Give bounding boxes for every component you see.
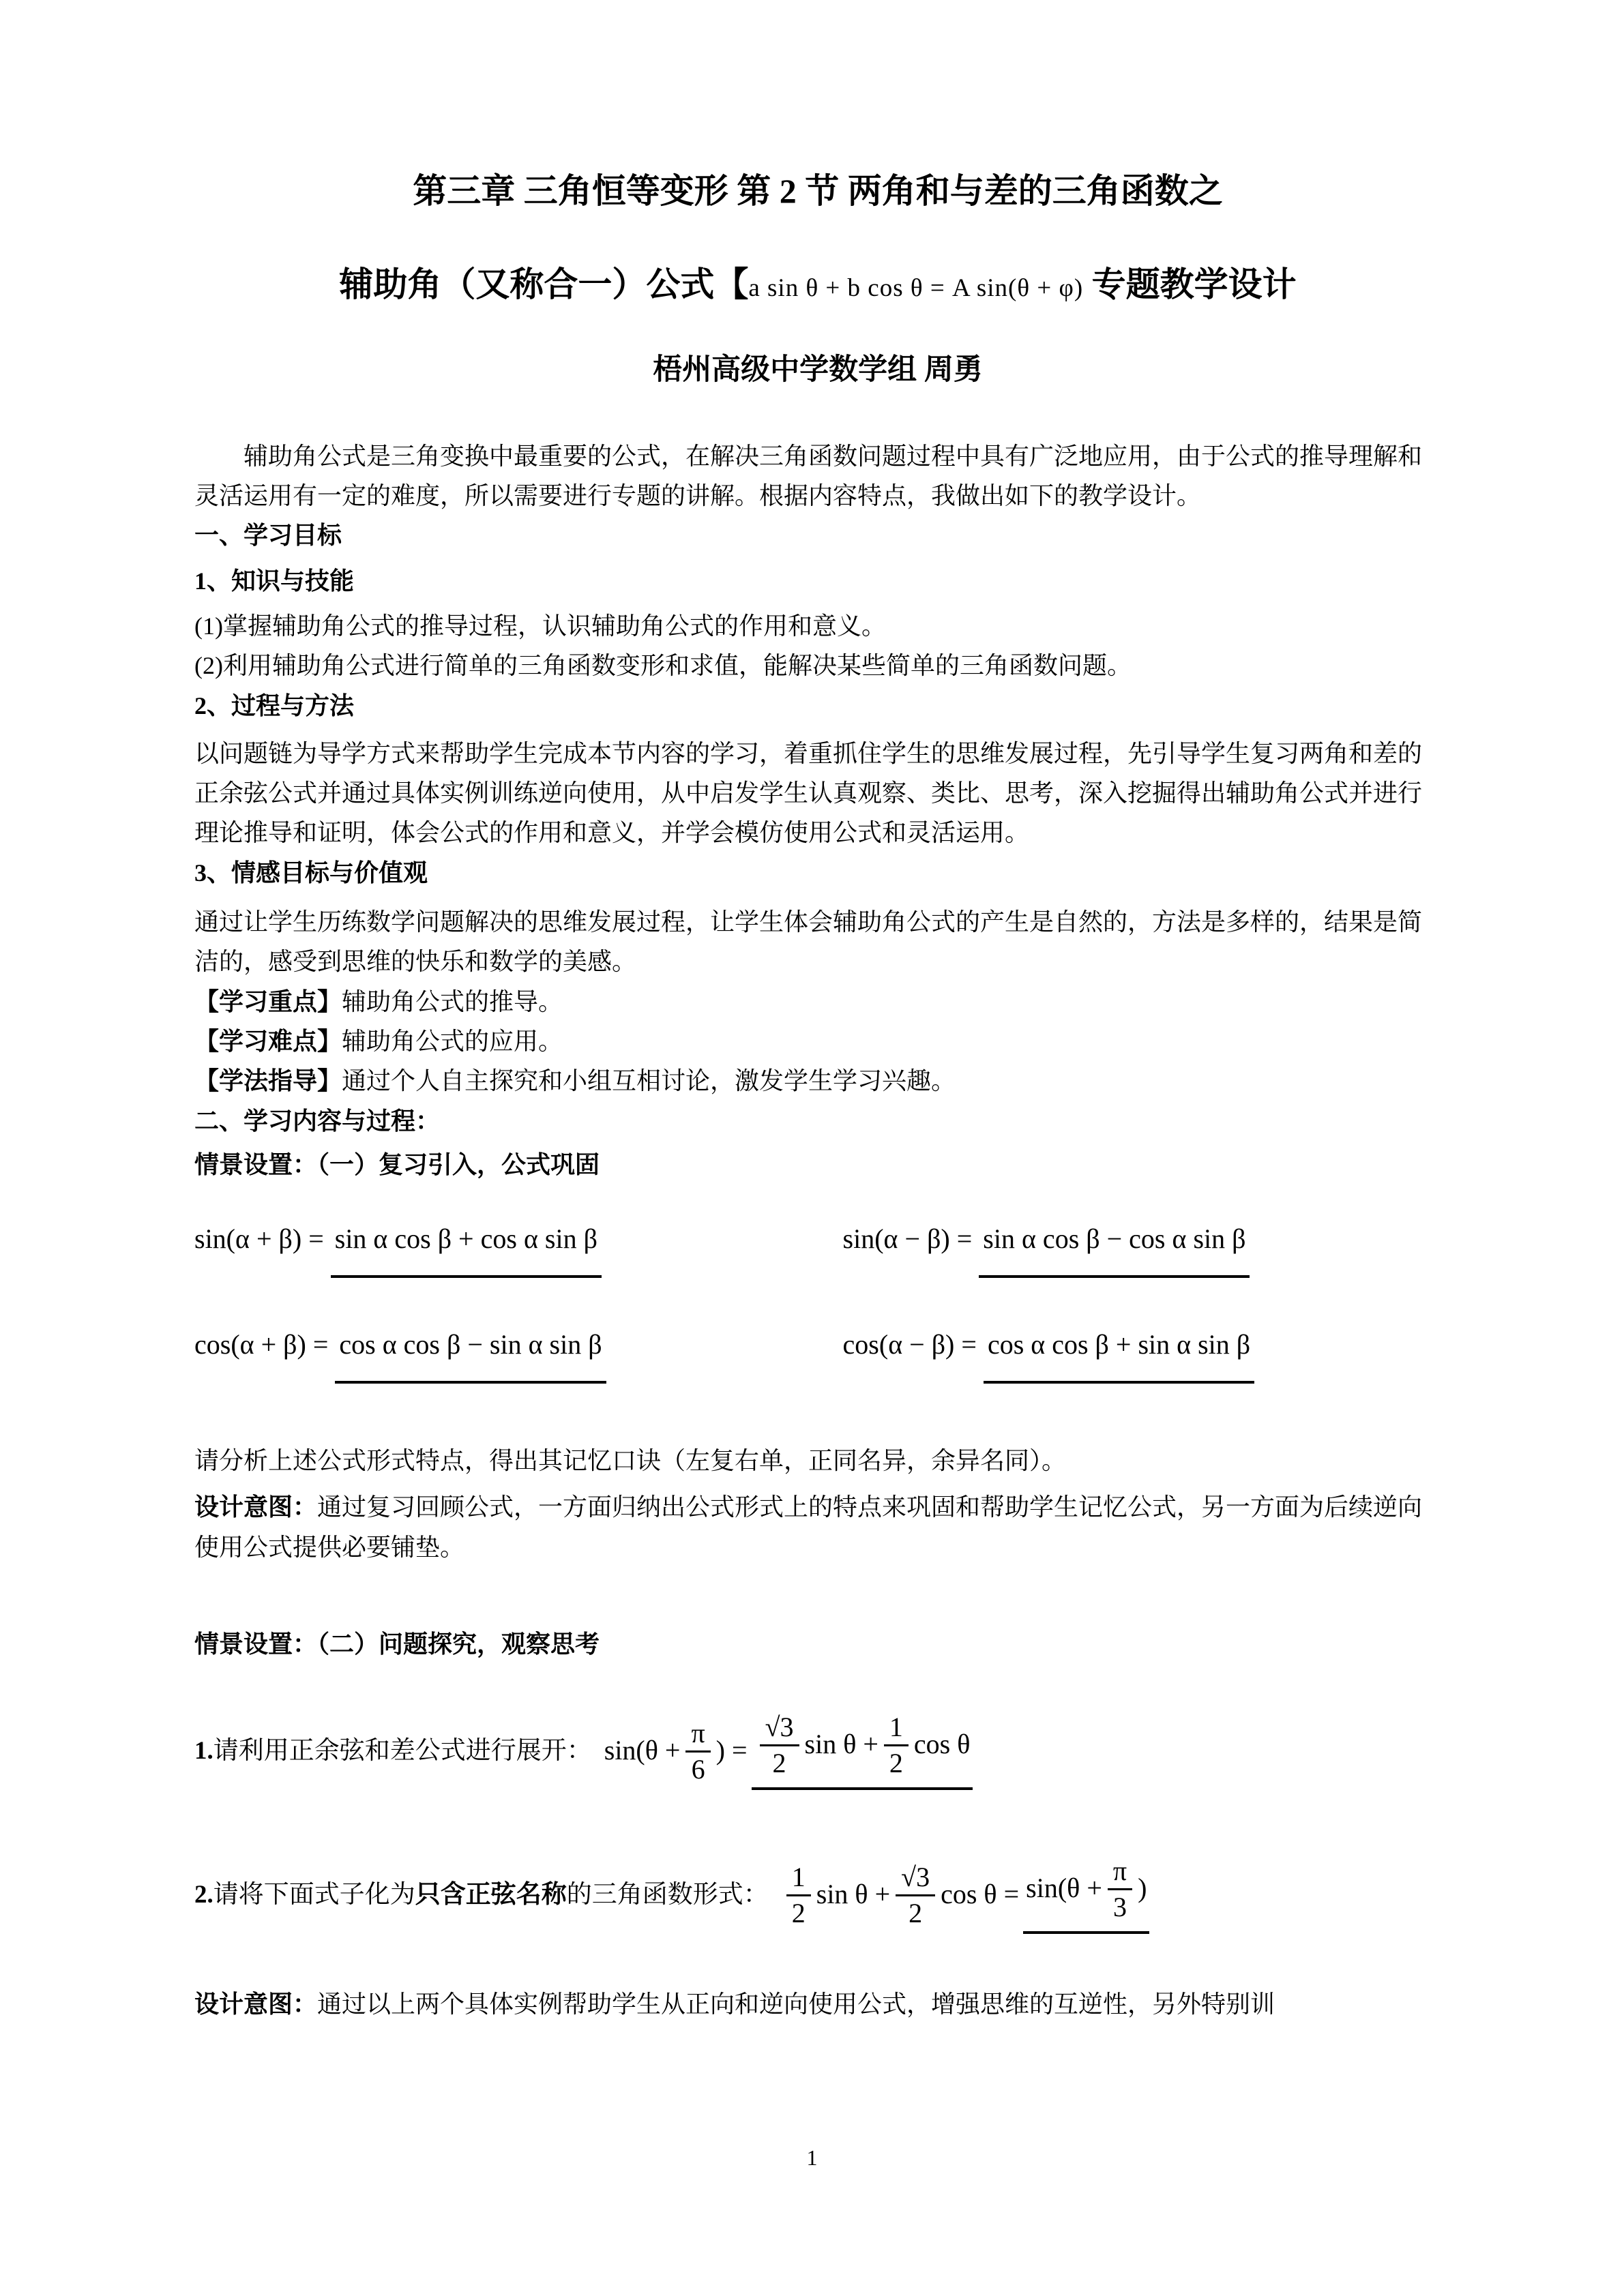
formula-sin-sum-rhs: sin α cos β + cos α sin β (331, 1217, 602, 1278)
problem-1-ans-frac1 (760, 1712, 799, 1778)
problem-2-number: 2. (194, 1880, 213, 1909)
frac-numerator: 1 (884, 1712, 909, 1746)
highlight-difficult-point (194, 1022, 1441, 1061)
highlight-method-point (194, 1061, 1441, 1101)
problem-1-lhs-frac (685, 1718, 710, 1784)
intro-paragraph: 辅助角公式是三角变换中最重要的公式，在解决三角函数问题过程中具有广泛地应用，由于公式的推导理解和灵活运用有一定的难度，所以需要进行专题的讲解。根据内容特点，我做出如下的教学设计。 (194, 442, 1423, 509)
objectives-emotion-heading: 3、情感目标与价值观 (194, 859, 428, 886)
formula-sin-diff (843, 1217, 1441, 1278)
objectives-emotion-text: 通过让学生历练数学问题解决的思维发展过程，让学生体会辅助角公式的产生是自然的，方法是多样的，结果是简洁的，感受到思维的快乐和数学的美感。 (194, 908, 1423, 976)
formula-cos-diff-rhs: cos α cos β + sin α sin β (984, 1323, 1254, 1384)
frac-denominator: 2 (791, 1898, 806, 1929)
doc-title-line2-suffix: 专题教学设计 (1083, 265, 1297, 303)
objectives-skills-point1: (1)掌握辅助角公式的推导过程，认识辅助角公式的作用和意义。 (194, 612, 886, 640)
problem-2-answer (1023, 1855, 1149, 1934)
highlight-method-label: 【学法指导】 (194, 1067, 342, 1095)
objectives-skills-heading: 1、知识与技能 (194, 567, 355, 595)
frac-denominator: 2 (909, 1898, 923, 1929)
formula-sin-sum (194, 1217, 843, 1278)
formula-sin-sum-lhs: sin(α + β) = (194, 1223, 331, 1255)
frac-numerator: √3 (760, 1712, 799, 1746)
highlight-key-text: 辅助角公式的推导。 (342, 987, 563, 1015)
formula-cos-diff (843, 1323, 1441, 1384)
frac-denominator: 2 (772, 1748, 786, 1779)
problem-2-lhs-mid2: cos θ = (941, 1879, 1020, 1910)
formula-sin-diff-rhs: sin α cos β − cos α sin β (979, 1217, 1250, 1278)
design-intent-2-label: 设计意图： (194, 1991, 318, 2018)
frac-denominator: 6 (691, 1754, 705, 1785)
page-number: 1 (806, 2145, 818, 2171)
problem-1-answer (752, 1712, 973, 1790)
problem-2-ans-fn: sin(θ + (1026, 1873, 1102, 1904)
title-formula: a sin θ + b cos θ = A sin(θ + φ) (748, 274, 1084, 302)
frac-numerator: √3 (896, 1862, 935, 1896)
scene1-heading: 情景设置：（一）复习引入，公式巩固 (194, 1150, 600, 1178)
frac-denominator: 3 (1112, 1892, 1127, 1923)
problem-1-number: 1. (194, 1736, 213, 1765)
highlight-difficult-label: 【学习难点】 (194, 1028, 342, 1056)
objectives-process-text: 以问题链为导学方式来帮助学生完成本节内容的学习，着重抓住学生的思维发展过程，先引导学生复习两角和差的正余弦公式并通过具体实例训练逆向使用，从中启发学生认真观察、类比、思考，深入挖掘得出辅助角公式并进行理论推导和证明，体会公式的作用和意义，并学会模仿使用公式和灵活运用。 (194, 739, 1423, 847)
formula-row-sin (194, 1217, 1441, 1278)
design-intent-1 (194, 1487, 1441, 1567)
design-intent-1-text: 通过复习回顾公式，一方面归纳出公式形式上的特点来巩固和帮助学生记忆公式，另一方面为后续逆向使用公式提供必要铺垫。 (194, 1493, 1423, 1561)
formula-cos-sum-rhs: cos α cos β − sin α sin β (335, 1323, 606, 1384)
problem-1-ans-frac2 (884, 1712, 909, 1778)
frac-numerator: π (1108, 1855, 1132, 1890)
problem-1-prompt: 请利用正余弦和差公式进行展开： (213, 1736, 592, 1765)
objectives-process-heading: 2、过程与方法 (194, 691, 355, 719)
problem-1-lhs-close: ) = (715, 1735, 748, 1766)
section-objectives-heading: 一、学习目标 (194, 522, 342, 550)
design-intent-1-label: 设计意图： (194, 1493, 318, 1521)
problem-2 (194, 1855, 1441, 1934)
highlight-key-point (194, 982, 1441, 1022)
analysis-text: 请分析上述公式形式特点，得出其记忆口诀（左复右单，正同名异，余异名同）。 (194, 1446, 1067, 1474)
doc-title-line1: 第三章 三角恒等变形 第 2 节 两角和与差的三角函数之 (413, 172, 1223, 210)
problem-1-formula (604, 1712, 973, 1790)
formula-sin-diff-lhs: sin(α − β) = (842, 1223, 979, 1255)
frac-numerator: π (685, 1718, 710, 1753)
problem-2-ans-close: ) (1138, 1873, 1147, 1904)
doc-title-line2-prefix: 辅助角（又称合一）公式【 (339, 265, 749, 303)
frac-numerator: 1 (786, 1862, 811, 1896)
problem-2-formula (781, 1855, 1150, 1934)
problem-2-lhs-frac1 (786, 1862, 811, 1928)
highlight-key-label: 【学习重点】 (194, 987, 342, 1015)
objectives-skills-point2: (2)利用辅助角公式进行简单的三角函数变形和求值，能解决某些简单的三角函数问题。 (194, 652, 1132, 680)
design-intent-2-text: 通过以上两个具体实例帮助学生从正向和逆向使用公式，增强思维的互逆性，另外特别训 (317, 1991, 1275, 2018)
problem-2-prompt-post: 的三角函数形式： (566, 1880, 769, 1909)
problem-2-lhs-mid1: sin θ + (816, 1879, 891, 1910)
problem-2-lhs-frac2 (896, 1862, 935, 1928)
formula-cos-sum-lhs: cos(α + β) = (194, 1329, 336, 1360)
formula-row-cos (194, 1323, 1441, 1384)
formula-cos-diff-lhs: cos(α − β) = (842, 1329, 984, 1360)
formula-cos-sum (194, 1323, 843, 1384)
problem-2-prompt-pre: 请将下面式子化为 (213, 1880, 415, 1909)
design-intent-2 (194, 1984, 1441, 2024)
scene2-heading: 情景设置：（二）问题探究，观察思考 (194, 1630, 600, 1658)
problem-1-lhs-fn: sin(θ + (604, 1735, 681, 1766)
doc-title-line2 (194, 263, 1441, 307)
problem-2-prompt-bold: 只含正弦名称 (415, 1880, 567, 1909)
problem-1-ans-tail: cos θ (913, 1729, 971, 1760)
author-line: 梧州高级中学数学组 周勇 (653, 354, 983, 386)
section-content-heading: 二、学习内容与过程： (194, 1107, 441, 1135)
problem-1 (194, 1712, 1441, 1790)
frac-denominator: 2 (889, 1748, 903, 1779)
problem-1-ans-mid: sin θ + (804, 1729, 879, 1760)
highlight-method-text: 通过个人自主探究和小组互相讨论，激发学生学习兴趣。 (342, 1067, 956, 1095)
problem-2-ans-frac (1108, 1855, 1132, 1922)
highlight-difficult-text: 辅助角公式的应用。 (342, 1028, 563, 1056)
